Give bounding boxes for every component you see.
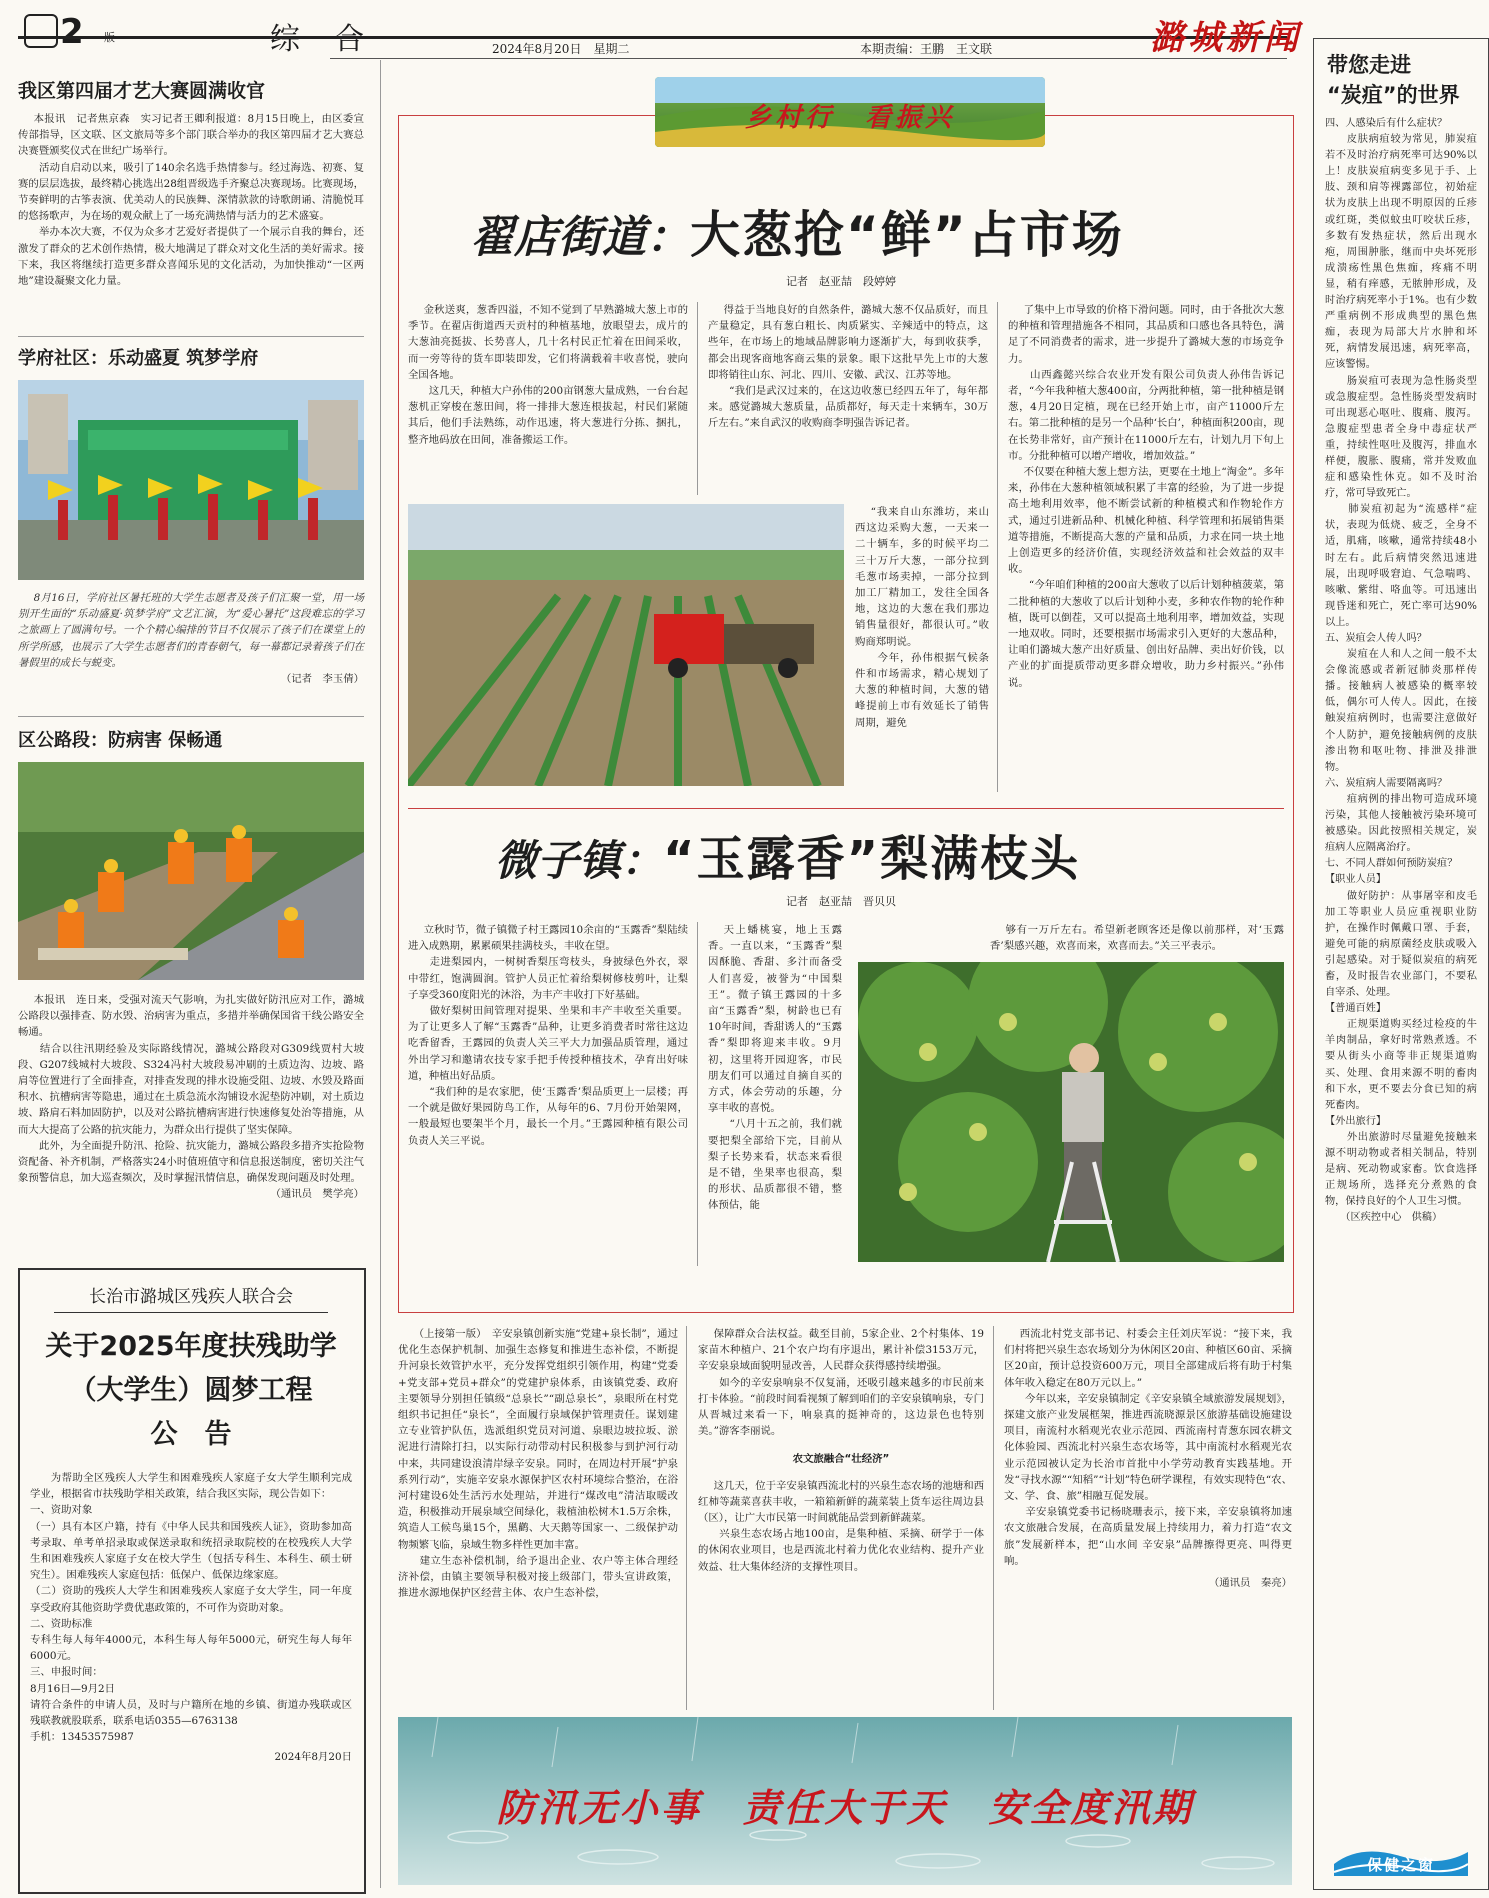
photo-performance: [18, 380, 364, 580]
notice-title-line2: （大学生）圆梦工程: [69, 1375, 313, 1406]
story-byline: 记者 赵亚喆 晋贝贝: [786, 895, 896, 908]
continued-text: （上接第一版） 辛安泉镇创新实施“党建+泉长制”，通过优化生态保护机制、加强生态修复和推进生态补偿，不断提升河泉长效管护水平，充分发挥党组织引领作用，构建“党委+党支部+党员+群众”的党建护泉体系，由该镇党委、政府主要领导分别担任镇级“总泉长”“副总泉长”，泉眼所在村党组织书记担任“泉长”，全面履行泉域保护管理责任。谋划建立专业管护队伍，选派组织党员对河道、泉眼边坡拉坂、淤泥进行清除打扫，以实际行动带动村民积极参与到护河行动中来，共同建设浪清岸绿辛安泉。同时，在周边村开展“护泉系列行动”，实施辛安泉水源保护区农村环境综合整治，在浴河村建设6处生活污水处理站，并进行“煤改电”清洁取暖改造，积极推动开展泉域空间绿化，栽植油松树木1.5万余株，筑造人工候鸟巢15个，黑鹳、大天鹅等国家一、二级保护动物频繁飞临，泉域生物多样性更加丰富。 建立生态补偿机制，给予退出企业、农户等主体合理经济补偿，由镇主要领导积极对接上级部门，带头宣讲政策，推进水源地保护区经营主体、农户生态补偿，: [398, 1328, 678, 1600]
story-text: 够有一万斤左右。希望新老顾客还是像以前那样，对‘玉露香’梨感兴趣，欢喜而来，欢喜而去。”关三平表示。: [990, 924, 1284, 953]
photo-road-workers: [18, 762, 364, 980]
photo-caption-block: [18, 590, 364, 687]
pear-orchard-photo-graphic: [858, 962, 1284, 1262]
page-number-frame: [24, 14, 58, 48]
page-editors: 本期责编：王鹏 王文联: [860, 42, 993, 56]
story-col: [408, 302, 688, 448]
story-col: [990, 922, 1284, 954]
article-highway-body: [18, 992, 364, 1203]
banner-title: 乡村行 看振兴: [744, 103, 955, 133]
col-rule: [993, 1326, 994, 1710]
story-text: 天上蟠桃宴，地上玉露香。一直以来，“玉露香”梨因酥脆、香甜、多汁而备受人们喜爱，被誉为“中国梨王”。微子镇王露园的十多亩“玉露香”梨，树龄也已有10年时间，香甜诱人的“玉露香”梨即将迎来丰收。9月初，这里将开园迎客，市民朋友们可以通过自摘自买的方式，体会劳动的乐趣，分享丰收的喜悦。 “八月十五之前，我们就要把梨全部给下完，目前从梨子长势来看，状态来看很是不错，坐果率也很高，梨的形状、品质都很不错，整体预估，能: [708, 924, 842, 1212]
photo-scallion-field: [408, 504, 844, 786]
notice-rule: [54, 1312, 328, 1313]
photo-pear-orchard: [858, 962, 1284, 1262]
health-window-badge: [1330, 1842, 1472, 1878]
col-rule: [997, 302, 998, 792]
notice-date: 2024年8月20日: [274, 1751, 352, 1764]
story-byline: 记者 赵亚喆 段婷婷: [786, 275, 896, 288]
performance-photo-graphic: [18, 380, 364, 580]
road-workers-photo-graphic: [18, 762, 364, 980]
feature-banner: [655, 77, 1045, 147]
masthead-rule: [18, 36, 1287, 39]
headline-main: 大葱抢“鲜”占市场: [690, 206, 1124, 264]
flood-slogan: 防汛无小事 责任大于天 安全度汛期: [496, 1785, 1194, 1830]
health-text: 四、人感染后有什么症状？ 皮肤病疽较为常见，肺炭疽若不及时治疗病死率可达90%以上！皮肤炭疽病变多见于手、上肢、颈和肩等裸露部位，初始症状为皮肤上出现不明原因的丘疹或红斑，类似蚊虫叮咬状丘疹，多数有发热症状，然后出现水疱，周围肿胀，继而中央坏死形成溃疡性黑色焦痂，疼痛不明显，稍有痒感，无脓肿形成，及时治疗病死率小于1%。也有少数严重病例不形成典型的黑色焦痂，表现为局部大片水肿和坏死，病情发展迅速，病死率高，应该警惕。 肠炭疽可表现为急性肠炎型或急腹症型。急性肠炎型发病时可出现恶心呕吐、腹痛、腹泻。急腹症型患者全身中毒症状严重，持续性呕吐及腹泻，排血水样便，腹胀、腹痛，常并发败血症和感染性休克。如不及时治疗，常可导致死亡。 肺炭疽初起为“流感样”症状，表现为低烧、疲乏，全身不适，肌痛，咳嗽，通常持续48小时左右。此后病情突然迅速进展，出现呼吸窘迫、气急喘鸣、咳嗽、紫绀、咯血等。可迅速出现昏迷和死亡，死亡率可达90%以上。 五、炭疽会人传人吗？ 炭疽在人和人之间一般不太会像流感或者新冠肺炎那样传播。接触病人被感染的概率较低，偶尔可人传人。因此，在接触炭疽病例时，也需要注意做好个人防护，避免接触病例的皮肤渗出物和呕吐物、排泄及排泄物。 六、炭疽病人需要隔离吗？ 疽病例的排出物可造成环境污染，其他人接触被污染环境可被感染。因此按照相关规定，炭疽病人应隔离治疗。 七、不同人群如何预防炭疽？ 【职业人员】 做好防护：从事屠宰和皮毛加工等职业人员应重视职业防护，在操作时佩戴口罩、手套，避免可能的病原菌经皮肤或吸入引起感染。对于疑似炭疽的病死畜，及时报告农业部门，不要私自宰杀、处理。 【普通百姓】 正规渠道购买经过检疫的牛羊肉制品，拿好时常熟煮透。不要从街头小商等非正规渠道购买、处理、食用来源不明的畜肉和下水，更不要去分食已知的病死畜肉。 【外出旅行】 外出旅游时尽量避免接触来源不明动物或者相关制品，特别是病、死动物或家畜。饮食选择正规场所，选择充分煮熟的食物，保持良好的个人卫生习惯。 （区疾控中心 供稿）: [1325, 118, 1477, 1224]
story-text: 得益于当地良好的自然条件，潞城大葱不仅品质好，而且产量稳定，具有葱白粗长、肉质紧实、辛辣适中的特点，这些年，在市场上的地域品牌影响力逐渐扩大，每到收获季，都会出现客商地客商云集的景象。眼下这批早先上市的大葱即将销往山东、河北、四川、安徽、武汉、江苏等地。 “我们是武汉过来的，在这边收葱已经四五年了，每年都来。感觉潞城大葱质量，品质都好，每天走十来辆车，30万斤左右。”来自武汉的收购商李明强告诉记者。: [708, 304, 988, 430]
title-line2: “炭疽”的世界: [1327, 83, 1460, 107]
health-column-body: [1325, 116, 1477, 1226]
article-xuefu: [18, 344, 364, 370]
story-col: [1008, 302, 1284, 691]
story-text: 立秋时节，微子镇微子村王露园10余亩的“玉露香”梨陆续进入成熟期，累累硕果挂满枝头，丰收在望。 走进梨园内，一树树香梨压弯枝头，身披绿色外衣，翠中带红，饱满圆润。管护人员正忙着给梨树修枝剪叶，让梨子享受360度阳光的沐浴，为丰产丰收打下好基础。 做好梨树田间管理对提果、坐果和丰产丰收至关重要。为了让更多人了解“玉露香”品种，让更多消费者时常往这边吃香留香，王露园的负责人关三平大力加强品质管理，通过外出学习和邀请农技专家手把手传授种植技术，孕育出好味道，种植出好品质。 “我们种的是农家肥，使‘玉露香’梨品质更上一层楼；再一个就是做好果园防鸟工作，从每年的6、7月份开始架网，一般最短也要架半个月，最长一个月。”王露园种植有限公司负责人关三平说。: [408, 924, 688, 1147]
article-title: 学府社区：乐动盛夏 筑梦学府: [18, 348, 259, 369]
page-label: 版: [104, 31, 115, 44]
badge-label: 保健之窗: [1366, 1856, 1435, 1874]
notice-body-block: [30, 1470, 352, 1766]
story-col: [708, 922, 842, 1214]
story-text: 金秋送爽，葱香四溢，不知不觉到了早熟潞城大葱上市的季节。在翟店街道西天贡村的种植基地，放眼望去，成片的大葱油亮挺拔、长势喜人，几十名村民正忙着在田间采收，而一旁等待的货车即装即发，它们将满载着丰收喜悦，驶向全国各地。 这几天，种植大户孙伟的200亩钢葱大量成熟，一台台起葱机正穿梭在葱田间，将一排排大葱连根拔起，村民们紧随其后，他们手法熟练，动作迅速，将大葱进行分拣、捆扎，整齐地码放在田间，准备搬运工作。: [408, 304, 688, 446]
story-divider: [408, 808, 1284, 809]
headline-main: “玉露香”梨满枝头: [663, 831, 1081, 887]
photo-caption: 8月16日，学府社区暑托班的大学生志愿者及孩子们汇聚一堂，用一场别开生面的“乐动盛夏·筑梦学府”文艺汇演，为“爱心暑托”这段难忘的学习之旅画上了圆满句号。一个个精心编排的节目不仅展示了孩子们在课堂上的所学所感，也展示了大学生志愿者们的青春朝气，每一幕都记录着孩子们在暑假里的成长与蜕变。: [18, 592, 364, 669]
col-rule: [686, 1326, 687, 1710]
article-body: 本报讯 连日来，受强对流天气影响，为扎实做好防汛应对工作，潞城公路段以强排查、防水毁、治病害为重点，多措并举确保国省干线公路安全畅通。 结合以往汛期经验及实际路线情况，潞城公路段对G309线贾村大坡段、G207线城村大坡段、S324冯村大坡段易冲刷的土质边沟、边坡、路肩等位置进行了全面排查，对排查发现的排水设施受阻、边坡、水毁及路面积水、抗槽病害等隐患，通过在土质急流水沟铺设水泥垫防冲刷，对土质边坡、路肩石料加固防护，以及对公路抗槽病害进行快速修复处治等措施，从而大大提高了公路的抗灾能力，为群众出行提供了坚实保障。 此外，为全面提升防汛、抢险、抗灾能力，潞城公路段多措齐实抢险物资配备、补齐机制，严格落实24小时值班值守和信息报送制度，密切关注气象预警信息，加大巡查频次，及时掌握汛情信息，确保发现问题及时处理。: [18, 994, 364, 1185]
story-text: 了集中上市导致的价格下滑问题。同时，由于各批次大葱的种植和管理措施各不相同，其品质和口感也各具特色，满足了不同消费者的需求，进一步提升了潞城大葱的市场竞争力。 山西鑫懿兴综合农业开发有限公司负责人孙伟告诉记者，“今年我种植大葱400亩，分两批种植，第一批种植是钢葱，4月20日定植，现在已经开始上市，亩产11000斤左右。第二批种植的是另一个品种‘长白’，种植面积200亩，现在长势非常好，亩产预计在11000斤左右，计划九月下旬上市。分批种植可以增产增收，增加效益。”: [1008, 304, 1284, 462]
article-credit: （通讯员 樊学亮）: [270, 1188, 364, 1201]
continued-col: [1004, 1326, 1292, 1591]
col-rule: [697, 922, 698, 1266]
notice-title-line1: 关于2025年度扶残助学: [45, 1331, 337, 1362]
left-column-rule: [380, 60, 381, 1888]
story-col: [708, 302, 988, 432]
article-body: 本报讯 记者焦京森 实习记者王卿利报道：8月15日晚上，由区委宣传部指导，区文联、区文旅局等多个部门联合举办的我区第四届才艺大赛总决赛暨颁奖仪式在世纪广场举行。 活动自启动以来，吸引了140余名选手热情参与。经过海选、初赛、复赛的层层选拔，最终精心挑选出28组晋级选手齐聚总决赛现场。比赛现场，节奏鲜明的古筝表演、优美动人的民族舞、深情款款的诗歌朗诵、清脆悦耳的悠扬歌声，为在场的观众献上了一场充满热情与活力的艺术盛宴。 举办本次大赛，不仅为众多才艺爱好者提供了一个展示自我的舞台，还激发了群众的艺术创作热情，极大地满足了群众对文化生活的美好需求。接下来，我区将继续打造更多群众喜闻乐见的文化活动，为加快推动“一区两地”建设凝聚文化力量。: [18, 113, 364, 288]
masthead-subrule: [330, 58, 1287, 59]
story-col: [855, 504, 989, 731]
article-title: 我区第四届才艺大赛圆满收官: [18, 80, 266, 102]
caption-credit: （记者 李玉倩）: [280, 673, 364, 686]
article-talent-contest: [18, 76, 364, 289]
divider: [18, 716, 364, 717]
continued-col: [398, 1326, 678, 1601]
page-number: 2: [60, 12, 84, 52]
scallion-field-photo-graphic: [408, 504, 844, 786]
continued-credit: （通讯员 秦亮）: [1208, 1577, 1292, 1590]
notice-org: 长治市潞城区残疾人联合会: [89, 1287, 293, 1307]
story-text: 不仅要在种植大葱上想方法，更要在土地上“淘金”。多年来，孙伟在大葱种植领域积累了丰富的经验，为了进一步提高土地利用效率，他不断尝试新的种植模式和作物轮作方式，通过引进新品种、机械化种植、科学管理和拓展销售渠道等措施，不断提高大葱的产量和品质，力求在同一块土地上创造更多的经济价值，实现经济效益和社会效益的双丰收。 “今年咱们种植的200亩大葱收了以后计划种植菠菜，第二批种植的大葱收了以后计划种小麦，多种农作物的轮作种植，既可以倒茬，又可以提高土地利用率，增加效益，实现一地双收。同时，还要根据市场需求引入更好的大葱品种，让咱们潞城大葱产出好质量、创出好品牌、卖出好价钱，以产业的扩面提质带动更多群众增收，助力乡村振兴。”孙伟说。: [1008, 466, 1284, 689]
story-col: [408, 922, 688, 1149]
newspaper-logo: 潞城新闻: [1150, 18, 1302, 58]
story-scallion-headline: [470, 195, 1124, 267]
notice-body: 为帮助全区残疾人大学生和困难残疾人家庭子女大学生顺利完成学业，根据省市扶残助学相关政策，结合我区实际，现公告如下： 一、资助对象 （一）具有本区户籍，持有《中华人民共和国残疾人证》，资助参加高考录取、单考单招录取或保送录取和统招录取院校的在校残疾人大学生和困难残疾人家庭子女在校大学生（包括专科生、本科生、硕士研究生）。困难残疾人家庭包括：低保户、低保边缘家庭。 （二）资助的残疾人大学生和困难残疾人家庭子女大学生，同一年度享受政府其他资助学费优惠政策的，不可作为资助对象。 二、资助标准 专科生每人每年4000元，本科生每人每年5000元，研究生每人每年6000元。 三、申报时间： 8月16日—9月2日 请符合条件的申请人员，及时与户籍所在地的乡镇、街道办残联或区残联教就股联系，联系电话0355—6763138 手机：13453575987: [30, 1472, 352, 1744]
story-text: “我来自山东潍坊，来山西这边采购大葱，一天来一二十辆车，多的时候平均二三十万斤大葱，一部分拉到毛葱市场卖掉，一部分拉到加工厂精加工，发往全国各地，这边的大葱在我们那边销售量很好，都很认可。”收购商郑明说。 今年，孙伟根据气候条件和市场需求，精心规划了大葱的种植时间，大葱的错峰提前上市有效延长了销售周期，避免: [855, 506, 989, 729]
continued-col: [698, 1326, 984, 1575]
divider: [18, 336, 364, 337]
notice-header: [20, 1282, 362, 1457]
continued-text: 这几天，位于辛安泉镇西流北村的兴泉生态农场的池塘和西红柿等蔬菜喜获丰收，一箱箱新鲜的蔬菜装上货车运往周边县（区），让广大市民第一时间就能品尝到新鲜蔬菜。 兴泉生态农场占地100亩，是集种植、采摘、研学于一体的休闲农业项目，也是西流北村着力优化农业结构、提升产业效益、壮大集体经济的支撑性项目。: [698, 1479, 984, 1573]
article-title: 区公路段：防病害 保畅通: [18, 730, 223, 751]
article-highway: [18, 726, 364, 752]
continued-subhead: 农文旅融合“壮经济”: [792, 1453, 890, 1466]
continued-text: 保障群众合法权益。截至目前，5家企业、2个村集体、19家苗木种植户、21个农户均有序退出，累计补偿3153万元，辛安泉泉域面貌明显改善，人民群众获得感持续增强。 如今的辛安泉响泉不仅复涌，还吸引越来越多的市民前来打卡体验。“前段时间看视频了解到咱们的辛安泉镇响泉，专门从晋城过来看一下，响泉真的挺神奇的，这边景色也特别美。”游客李丽说。: [698, 1328, 984, 1438]
section-name: 综合: [270, 22, 398, 57]
title-line1: 带您走进: [1327, 53, 1411, 77]
headline-place: 翟店街道：: [470, 212, 690, 263]
col-rule: [697, 302, 698, 495]
health-column-title: [1327, 50, 1460, 110]
notice-title-line3: 公 告: [150, 1419, 232, 1450]
story-pear-headline: [495, 820, 1080, 889]
headline-place: 微子镇：: [495, 836, 664, 885]
issue-date: 2024年8月20日 星期二: [492, 42, 630, 56]
continued-text: 西流北村党支部书记、村委会主任刘庆军说：“接下来，我们村将把兴泉生态农场划分为休闲区20亩、种植区60亩、采摘区20亩，预计总投资600万元，项目全部建成后将有助于村集体年收入稳定在80万元以上。” 今年以来，辛安泉镇制定《辛安泉镇全域旅游发展规划》，探建文旅产业发展框架，推进西流晓源景区旅游基础设施建设项目，南流村水稻观光农业示范园、西流南村青葱东园农耕文化体验园、西流北村兴泉生态农场等，其中南流村水稻观光农业示范园被认定为长治市首批中小学劳动教育实践基地。开发“寻找水源”“知稻”“计划”特色研学课程，有效实现特色“农、文、学、食、旅”相融互促发展。 辛安泉镇党委书记杨晓珊表示，接下来，辛安泉镇将加速农文旅融合发展，在高质量发展上持续用力，着力打造“农文旅”发展新样本，把“山水间 辛安泉”品牌擦得更亮、叫得更响。: [1004, 1328, 1292, 1567]
flood-banner: [398, 1717, 1292, 1885]
